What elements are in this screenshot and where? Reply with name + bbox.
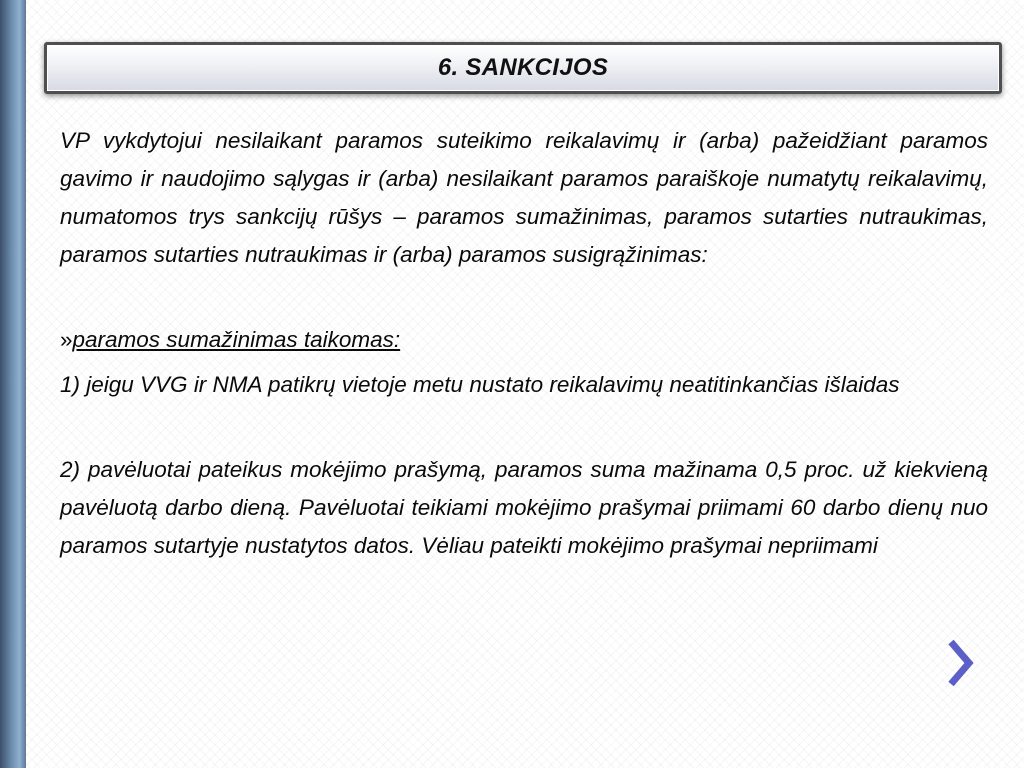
slide-content <box>60 122 988 565</box>
list-item-2: 2) pavėluotai pateikus mokėjimo prašymą, paramos suma mažinama 0,5 proc. už kiekvieną pavėluotą darbo dieną. Pavėluotai teikiami mokėjimo prašymai priimami 60 darbo dienų nuo paramos sutartyje nustatytos datos. Vėliau pateikti mokėjimo prašymai nepriimami <box>60 457 988 558</box>
section-heading <box>60 321 988 359</box>
title-banner <box>44 42 1002 94</box>
left-decorative-bar <box>0 0 26 768</box>
list-item-1: 1) jeigu VVG ir NMA patikrų vietoje metu nustato reikalavimų neatitinkančias išlaidas <box>60 372 900 397</box>
slide-title: 6. SANKCIJOS <box>437 54 609 81</box>
chevron-right-icon <box>945 638 975 688</box>
intro-paragraph: VP vykdytojui nesilaikant paramos suteikimo reikalavimų ir (arba) pažeidžiant paramos gavimo ir naudojimo sąlygas ir (arba) nesilaikant paramos paraiškoje numatytų reikalavimų, numatomos trys sankcijų rūšys – paramos sumažinimas, paramos sutarties nutraukimas, paramos sutarties nutraukimas ir (arba) paramos susigrąžinimas: <box>60 128 988 267</box>
section-heading-text: paramos sumažinimas taikomas: <box>72 327 401 352</box>
next-slide-button[interactable] <box>938 635 982 691</box>
section-marker: » <box>60 327 73 352</box>
